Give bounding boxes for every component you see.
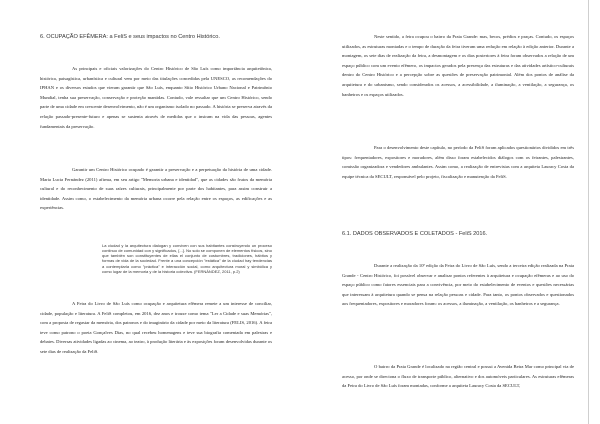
paragraph-1: As principais e oficiais valorizações do Centro Histórico de São Luís como importância arquitetônica, histórica, paisagística, urbanística e cultural vem por meio das titulações concedidas pela UNESCO, as recomendações do IPHAN e os diversos estudos que vieram garantir que São Luís, enquanto Sítio Histórico Urbano Nacional e Patrimônio Mundial, tenha sua preservação, conservação e proteção mantidas. Contudo, vale ressaltar que um Centro Histórico, sendo parte de uma cidade em crescente desenvolvimento, não é um organismo isolado no passado. A história se preserva através da relação passado-presente-futuro e apenas se sustenta através de medidas que o insiram na vida das pessoas, agentes fundamentais da preservação. <box>40 66 272 129</box>
subsection-heading: 6.1. DADOS OBSERVADOS E COLETADOS - FeliS 2016. <box>342 231 488 237</box>
paragraph-4: Neste sentido, a feira ocupou o bairro da Praia Grande: mas, becos, prédios e praças. Contudo, os espaços utilizados, as estruturas montadas e o tempo de duração da feira tiveram uma redução em relação à edição anterior. Durante a montagem, os sete dias de realização da feira, a desmontagem e os dias posteriores à feira foram observados a relação de um espaço público com um evento efêmero, os impactos gerados pela presença das estruturas e das atividades artístico-culturais dentro do Centro Histórico e a percepção sobre as questões de preservação patrimonial. Além dos pontos de análise da arquitetura e do urbanismo, sendo considerados os acessos, a acessibilidade, a iluminação, a ventilação, a segurança, os banheiros e os espaços utilizados. <box>342 34 574 97</box>
paragraph-2: Garantir um Centro Histórico ocupado é garantir a preservação e a perpetuação da história de uma cidade. Maria Lucia Fernández (2011) afirma, em seu artigo "Memoria urbana e identidad", que as cidades são frutos da memória cultural e do reconhecimento de suas raízes culturais, principalmente por parte dos habitantes, para assim construir a identidade. Assim como, o estabelecimento da memória urbana ocorre pela relação entre os espaços, as edificações e as experiências. <box>40 167 272 211</box>
block-quote: La ciudad y la arquitectura dialogan y conviven con sus habitantes construyendo un proceso continuo de comunidad con y significados, [...]. No solo se componen de elementos físicos, sino que también son constituyentes de ellas el conjunto de costumbres, tradiciones, hábitos y formas de vida de la sociedad. Frente a una concepción "estática" de la ciudad hay tendencias a contemplarla como "práctica" e interacción social, como arquitectura moral y simbólica y como lugar de la memoria y de la historia colectiva. (FERNÁNDEZ, 2011, p.2) <box>102 243 272 274</box>
paragraph-3: A Feira do Livro de São Luís como ocupação e arquitetura efêmera remete a um interesse de conciliar, cidade, população e literatura. A FeliS completou, em 2016, dez anos e trouxe como tema "Ler a Cidade e suas Memórias", com a proposta de regastar da memória, dos patronos e do imaginário da cidade por meio da literatura (FELIS, 2016). A feira teve como patrono o poeta Gonçalves Dias, no qual recebeu homenagens e teve sua biografia comentada em palestras e debates. Diversas atividades ligadas ao cinema, ao teatro, à produção literária e às exposições foram desenvolvidas durante os sete dias de realização da FeliS. <box>40 301 272 354</box>
paragraph-7: O bairro da Praia Grande é localizado na região central e possui a Avenida Beira Mar como principal via de acesso, por onde se direciona o fluxo de transporte público, alternativo e dos automóveis particulares. As estruturas efêmeras da Feira do Livro de São Luís foram montadas, conforme a arquiteta Lauracy Costa da SECULT, <box>342 364 574 389</box>
paragraph-5: Para o desenvolvimento deste capítulo, no período da FeliS foram aplicados questionários divididos em três tipos: frequentadores, expositores e moradores, além disso foram estabelecidos diálogos com os feirantes, palestrantes, comissão organizadora e vendedores ambulantes. Assim como, a realização de entrevistas com a arquiteta Lauracy Costa da equipe técnica da SECULT, responsável pelo projeto, fiscalização e manutenção da FeliS. <box>342 145 574 179</box>
page-edge-divider <box>588 0 589 424</box>
section-heading: 6. OCUPAÇÃO EFÊMERA: a FeliS e seus impactos no Centro Histórico. <box>40 34 220 40</box>
paragraph-6: Durante a realização da 10ª edição da Feira do Livro de São Luís, sendo a terceira edição realizada na Praia Grande - Centro Histórico, foi possível observar e analisar pontos referentes à arquitetura e ocupação efêmeras e ao uso do espaço público como fatores essenciais para a convivência, por meio do estabelecimento de eventos e questões necessárias que interessam à arquitetura quando se pensa na relação pessoas e cidade. Para tanto, os pontos observados e questionados aos frequentadores, expositores e moradores foram: os acessos, a iluminação, a ventilação, os banheiros e a segurança. <box>342 263 574 307</box>
